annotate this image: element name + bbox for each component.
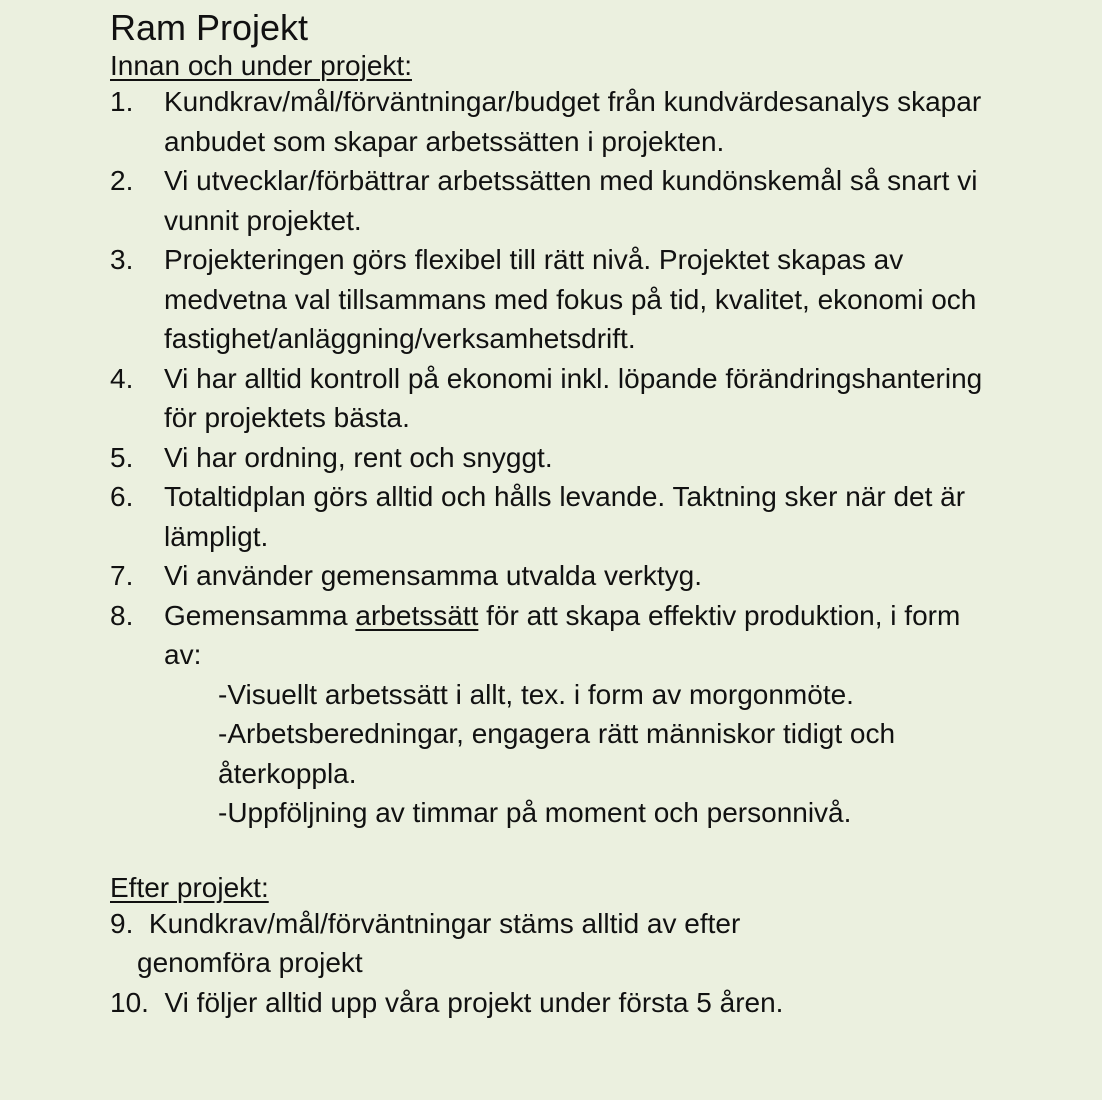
- list-item-number: 7.: [110, 560, 134, 591]
- list-item-number: 8.: [110, 599, 134, 631]
- numbered-list-after: [110, 904, 990, 1023]
- list-item-number: 1.: [110, 86, 134, 117]
- list-item-number: 3.: [110, 244, 134, 275]
- list-item-number: 2.: [110, 165, 134, 196]
- list-item-10: [110, 983, 990, 1023]
- list-item: [110, 477, 990, 556]
- list-item: [110, 82, 990, 161]
- numbered-list-before: [110, 82, 990, 833]
- list-item-number: 10.: [110, 986, 149, 1018]
- list-item: [110, 161, 990, 240]
- sub-list: [164, 675, 990, 833]
- spacer: [110, 833, 990, 872]
- list-item-text: Vi utvecklar/förbättrar arbetssätten med kundönskemål så snart vi vunnit projektet.: [164, 165, 978, 236]
- list-item-text: Vi använder gemensamma utvalda verktyg.: [164, 560, 702, 591]
- section-heading-after: Efter projekt:: [110, 871, 269, 903]
- arbetssatt-link[interactable]: arbetssätt: [355, 599, 479, 631]
- list-item: [110, 438, 990, 478]
- sub-list-item: -Arbetsberedningar, engagera rätt människor tidigt och återkoppla.: [218, 718, 896, 789]
- list-item-number: 5.: [110, 441, 134, 473]
- list-item-text: Totaltidplan görs alltid och hålls levande. Taktning sker när det är lämpligt.: [164, 481, 966, 552]
- list-item: [110, 240, 990, 359]
- list-item-9: [110, 904, 990, 983]
- sub-list-item: -Visuellt arbetssätt i allt, tex. i form av morgonmöte.: [218, 678, 854, 710]
- list-item-text: Kundkrav/mål/förväntningar/budget från kundvärdesanalys skapar anbudet som skapar arbetssätten i projekten.: [164, 86, 982, 157]
- list-item-text-start: Gemensamma: [164, 599, 356, 631]
- list-item-text: Vi har ordning, rent och snyggt.: [164, 441, 553, 473]
- list-item-number: 4.: [110, 362, 134, 394]
- list-item-number: 6.: [110, 481, 134, 512]
- list-item-text-end: för att skapa effektiv produktion, i form av:: [164, 599, 961, 670]
- list-item-text-continuation: genomföra projekt: [137, 947, 363, 978]
- list-item-text: Vi har alltid kontroll på ekonomi inkl. löpande förändringshantering för projektets bästa.: [164, 362, 983, 433]
- list-item-text: Kundkrav/mål/förväntningar stäms alltid av efter: [148, 907, 741, 939]
- list-item: [110, 359, 990, 438]
- page-title: Ram Projekt: [110, 7, 309, 48]
- list-item-text: Vi följer alltid upp våra projekt under första 5 åren.: [164, 986, 784, 1018]
- sub-list-item: -Uppföljning av timmar på moment och personnivå.: [218, 797, 852, 828]
- section-heading-before: Innan och under projekt:: [110, 50, 412, 81]
- list-item-8: [110, 596, 990, 833]
- document-body: [110, 6, 990, 1022]
- list-item-text: Projekteringen görs flexibel till rätt nivå. Projektet skapas av medvetna val tillsammans med fokus på tid, kvalitet, ekonomi och fastighet/anläggning/verksamhetsdrift.: [164, 244, 977, 354]
- list-item-number: 9.: [110, 907, 134, 939]
- list-item: [110, 556, 990, 596]
